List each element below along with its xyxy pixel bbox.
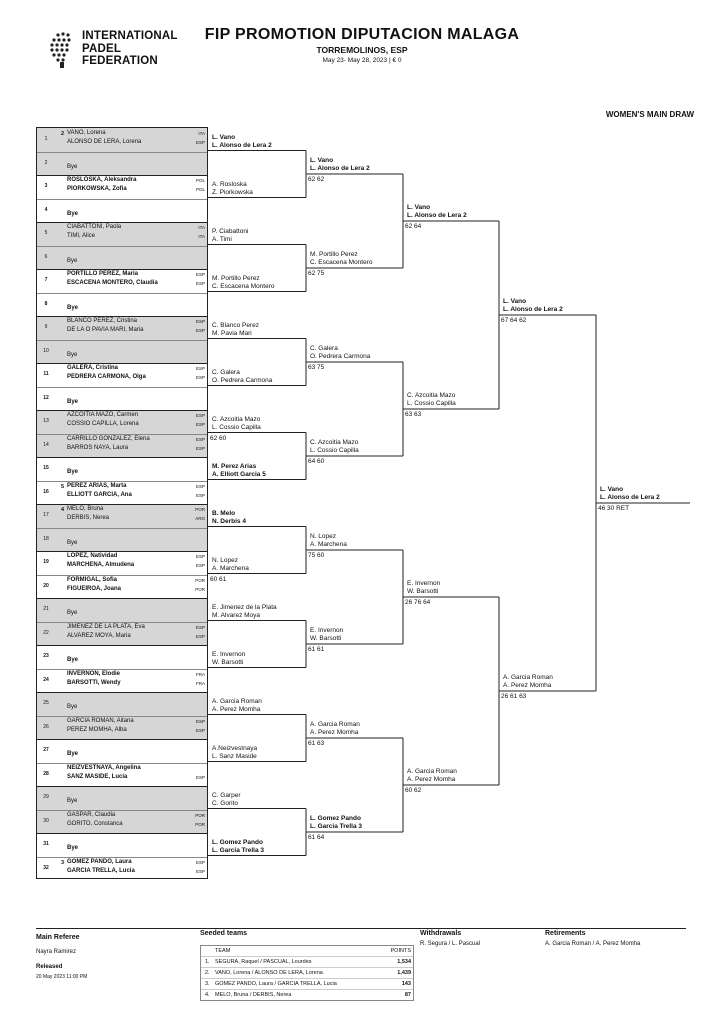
slot-number: 18: [43, 535, 49, 542]
released-date: 20 May 2023 11:00 PM: [36, 974, 88, 980]
match-score: 62 64: [405, 223, 422, 230]
seeded-team-row: [201, 989, 413, 1000]
nationality-code: POL: [195, 178, 205, 183]
match-winner-name: L. Cossio Capilla: [212, 423, 261, 431]
match-winner-name: A. Rosloska: [212, 180, 247, 188]
match-winner-name: A. Perez Momha: [212, 705, 261, 713]
player-name: MARCHENA, Almudena: [67, 562, 135, 568]
match-winner-name: O. Pedrera Carmona: [310, 353, 371, 360]
match-score: 46 30 RET: [598, 505, 630, 512]
match-winner-name: A. Timi: [212, 235, 232, 243]
nationality-code: ESP: [195, 483, 205, 489]
bye-label: Bye: [67, 798, 78, 804]
match-winner-name: A. Garcia Roman: [503, 674, 553, 681]
seeded-team-points: 1,534: [397, 959, 411, 965]
nationality-code: ESP: [195, 563, 205, 568]
seed-rank: 2.: [205, 970, 210, 976]
match-score: 26 76 64: [405, 599, 431, 606]
seeded-team-points: 1,439: [397, 970, 411, 976]
slot-number: 5: [44, 230, 48, 236]
withdrawals-title: Withdrawals: [420, 930, 462, 937]
slot-number: 11: [43, 371, 49, 377]
nationality-code: ESP: [195, 492, 205, 498]
slot-number: 7: [44, 277, 48, 283]
match-winner-name: A. Perez Momha: [503, 682, 552, 689]
match-score: 67 64 62: [501, 317, 527, 324]
match-score: 61 63: [308, 740, 325, 747]
bye-label: Bye: [67, 539, 78, 546]
match-score: 60 62: [405, 787, 422, 794]
tournament-dates: May 23- May 28, 2023 | € 0: [322, 57, 402, 64]
match-winner-name: A. Garcia Roman: [212, 697, 262, 705]
player-name: VANO, Lorena: [67, 130, 106, 136]
seeded-header-row: [201, 946, 413, 956]
match-winner-name: A. Garcia Roman: [407, 768, 457, 775]
player-name: AZCOITIA MAZO, Carmen: [67, 412, 139, 418]
match-winner-name: L. Vano: [310, 157, 334, 164]
bye-label: Bye: [67, 845, 79, 851]
player-name: GORITO, Constanca: [67, 820, 123, 827]
match-winner-name: L. Alonso de Lera 2: [310, 165, 370, 172]
bye-label: Bye: [67, 657, 79, 663]
slot-number: 2: [44, 159, 48, 166]
nationality-code: ESP: [195, 272, 205, 277]
bye-label: Bye: [67, 398, 79, 405]
match-score: 62 75: [308, 270, 325, 277]
seed-rank: 3.: [205, 981, 210, 987]
bye-label: Bye: [67, 704, 78, 710]
player-name: CARRILLO GONZALEZ, Elena: [67, 435, 150, 442]
player-name: DE LA O PAVIA MARI, Maria: [67, 327, 144, 333]
player-name: PORTILLO PEREZ, Maria: [67, 271, 139, 277]
match-winner-name: P. Ciabattoni: [212, 227, 249, 235]
player-name: BLANCO PEREZ, Cristina: [67, 318, 138, 324]
slot-number: 25: [43, 700, 49, 706]
match-winner-name: Z. Piorkowska: [212, 188, 253, 196]
bye-label: Bye: [67, 257, 78, 264]
match-winner-name: L. Gomez Pando: [212, 838, 263, 846]
match-winner-name: L. Vano: [212, 133, 236, 141]
match-winner-name: L. Alonso de Lera 2: [503, 306, 563, 313]
player-name: PEREZ ARIAS, Marta: [67, 482, 127, 489]
match-winner-name: L. Garcia Trella 3: [212, 846, 265, 854]
player-name: NEIZVESTNAYA, Angelina: [67, 764, 141, 771]
seed-number: 2: [61, 131, 65, 137]
bye-label: Bye: [67, 304, 79, 311]
slot-number: 32: [43, 864, 49, 871]
nationality-code: FRA: [196, 680, 205, 686]
player-name: ALVAREZ MOYA, Maria: [67, 632, 131, 639]
player-name: GALERA, Cristina: [67, 365, 119, 371]
seed-rank: 4.: [205, 992, 210, 998]
match-winner-name: C. Escacena Montero: [310, 259, 373, 266]
match-winner-name: L. Alonso de Lera 2: [212, 141, 272, 149]
slot-number: 31: [43, 841, 49, 847]
match-score: 62 62: [308, 176, 325, 183]
bye-label: Bye: [67, 469, 79, 475]
match-winner-name: L. Alonso de Lera 2: [407, 212, 467, 219]
seeded-team-row: [201, 978, 413, 989]
match-score: 64 60: [308, 458, 325, 465]
match-score: 75 60: [308, 552, 325, 559]
player-name: BARSOTTI, Wendy: [67, 679, 121, 686]
seed-number: 5: [61, 483, 65, 490]
match-winner-name: A. Marchena: [310, 541, 347, 548]
nationality-code: ESP: [195, 774, 205, 780]
player-name: ALONSO DE LERA, Lorena: [67, 139, 142, 145]
seeded-team-row: [201, 967, 413, 978]
match-winner-name: C. Azcoitia Mazo: [310, 439, 359, 446]
match-winner-name: C. Blanco Perez: [212, 321, 259, 329]
match-winner-name: L. Cossio Capilla: [407, 400, 456, 407]
match-winner-name: A.Neizvestnaya: [212, 744, 258, 752]
match-winner-name: A. Perez Momha: [310, 729, 359, 736]
match-winner-name: E. Invernon: [407, 580, 441, 587]
nationality-code: ESP: [195, 413, 205, 418]
player-name: GOMEZ PANDO, Laura: [67, 858, 132, 865]
player-name: LOPEZ, Natividad: [67, 553, 118, 559]
match-winner-name: L. Garcia Trella 3: [310, 823, 363, 830]
nationality-code: ESP: [195, 366, 205, 371]
withdrawals-list: R. Segura / L. Pascual: [420, 941, 481, 947]
slot-number: 29: [43, 794, 49, 800]
nationality-code: FRA: [196, 671, 205, 677]
slot-number: 21: [43, 606, 49, 612]
slot-number: 30: [43, 817, 49, 824]
nationality-code: ESP: [195, 554, 205, 559]
nationality-code: ESP: [195, 727, 205, 733]
match-winner-name: M. Alvarez Moya: [212, 611, 261, 619]
page-title: FIP PROMOTION DIPUTACION MALAGA: [204, 26, 520, 43]
player-name: BARROS NAYA, Laura: [67, 444, 129, 451]
player-name: FIGUEIROA, Joana: [67, 585, 122, 592]
seeded-team-points: 143: [401, 981, 411, 987]
match-winner-name: L. Vano: [600, 486, 624, 493]
nationality-code: ESP: [195, 375, 205, 380]
match-winner-name: L. Gomez Pando: [310, 815, 361, 822]
match-winner-name: N. Lopez: [212, 556, 239, 564]
seeded-team-name: SEGURA, Raquel / PASCUAL, Lourdes: [215, 959, 312, 965]
bye-label: Bye: [67, 351, 78, 358]
player-name: TIMI, Alice: [67, 233, 96, 239]
match-winner-name: M. Perez Arias: [212, 462, 257, 470]
match-winner-name: B. Melo: [212, 509, 236, 517]
seeded-team-points: 87: [404, 992, 411, 998]
slot-number: 28: [43, 770, 49, 777]
player-name: INVERNON, Elodie: [67, 670, 121, 677]
nationality-code: ESP: [195, 281, 205, 286]
seed-number: 3: [61, 859, 65, 866]
seeded-teams-table: [200, 945, 414, 1001]
match-winner-name: C. Galera: [212, 368, 240, 376]
match-score: 63 75: [308, 364, 325, 371]
nationality-code: ESP: [195, 436, 205, 442]
slot-number: 17: [43, 512, 49, 518]
seed-rank: 1.: [205, 959, 210, 965]
retirements-title: Retirements: [545, 930, 586, 937]
player-name: PIORKOWSKA, Zofia: [67, 186, 127, 192]
slot-number: 9: [44, 324, 48, 330]
slot-number: 20: [43, 582, 49, 589]
seeded-title: Seeded teams: [200, 930, 248, 937]
slot-number: 23: [43, 653, 49, 659]
slot-number: 19: [43, 559, 49, 565]
team-header: TEAM: [215, 948, 231, 954]
match-score: 26 61 63: [501, 693, 527, 700]
match-winner-name: C. Azcoitia Mazo: [212, 415, 261, 423]
nationality-code: ESP: [195, 140, 205, 145]
nationality-code: POR: [195, 812, 205, 818]
player-name: CIABATTONI, Paola: [67, 224, 122, 230]
match-winner-name: C. Gorito: [212, 799, 239, 807]
slot-number: 14: [43, 441, 49, 448]
match-winner-name: N. Derbis 4: [212, 517, 246, 525]
match-score: 60 61: [210, 575, 227, 583]
nationality-code: POR: [195, 586, 205, 592]
match-winner-name: E. Invernon: [310, 627, 344, 634]
nationality-code: ESP: [195, 718, 205, 724]
nationality-code: ESP: [195, 319, 205, 324]
slot-number: 26: [43, 723, 49, 730]
nationality-code: ARG: [195, 516, 205, 521]
points-header: POINTS: [390, 948, 411, 954]
match-winner-name: L. Sanz Maside: [212, 752, 257, 760]
match-winner-name: A. Elliott Garcia 5: [212, 470, 266, 478]
match-winner-name: A. Marchena: [212, 564, 249, 572]
nationality-code: ESP: [195, 445, 205, 451]
match-winner-name: E. Invernon: [212, 650, 246, 658]
bye-label: Bye: [67, 210, 79, 217]
referee-name: Nayra Ramirez: [36, 949, 77, 955]
referee-title: Main Referee: [36, 934, 80, 941]
nationality-code: POR: [195, 507, 205, 512]
player-name: FORMIGAL, Sofia: [67, 576, 117, 583]
nationality-code: ITA: [198, 225, 205, 230]
match-winner-name: A. Garcia Roman: [310, 721, 360, 728]
bye-label: Bye: [67, 610, 78, 616]
nationality-code: ESP: [195, 328, 205, 333]
seeded-team-name: VANO, Lorena / ALONSO DE LERA, Lorena: [215, 970, 323, 976]
bye-label: Bye: [67, 751, 79, 757]
slot-number: 8: [44, 300, 48, 307]
player-name: GASPAR, Claudia: [67, 811, 116, 818]
nationality-code: POR: [195, 821, 205, 827]
match-winner-name: M. Portillo Perez: [212, 274, 260, 282]
slot-number: 1: [44, 136, 48, 142]
slot-number: 15: [43, 465, 49, 471]
match-winner-name: C. Azcoitia Mazo: [407, 392, 456, 399]
slot-number: 3: [44, 183, 48, 189]
nationality-code: ITA: [198, 131, 205, 136]
match-winner-name: A. Perez Momha: [407, 776, 456, 783]
player-name: GARCIA TRELLA, Lucia: [67, 867, 135, 874]
slot-number: 16: [43, 488, 49, 495]
player-name: DERBIS, Nerea: [67, 515, 110, 521]
match-winner-name: L. Vano: [407, 204, 431, 211]
slot-number: 12: [43, 394, 49, 401]
tournament-location: TORREMOLINOS, ESP: [316, 45, 408, 55]
slot-number: 10: [43, 347, 49, 354]
slot-number: 27: [43, 747, 49, 753]
match-winner-name: C. Garper: [212, 791, 241, 799]
draw-name: WOMEN'S MAIN DRAW: [605, 110, 694, 119]
match-winner-name: N. Lopez: [310, 533, 337, 540]
seeded-team-name: GOMEZ PANDO, Laura / GARCIA TRELLA, Lucia: [215, 981, 337, 987]
player-name: SANZ MASIDE, Lucia: [67, 773, 128, 780]
player-name: MELO, Bruna: [67, 506, 104, 512]
match-winner-name: C. Galera: [310, 345, 338, 352]
slot-number: 22: [43, 629, 49, 636]
footer-divider: [36, 928, 686, 929]
bye-label: Bye: [67, 163, 78, 170]
seeded-team-name: MELO, Bruna / DERBIS, Nerea: [215, 992, 292, 998]
nationality-code: POL: [195, 187, 205, 192]
nationality-code: POR: [195, 577, 205, 583]
seed-number: 4: [61, 507, 65, 513]
match-winner-name: E. Jimenez de la Plata: [212, 603, 277, 611]
player-name: COSSIO CAPILLA, Lorena: [67, 421, 139, 427]
player-name: ESCACENA MONTERO, Claudia: [67, 280, 158, 286]
match-score: 61 64: [308, 834, 325, 841]
match-winner-name: O. Pedrera Carmona: [212, 376, 273, 384]
match-winner-name: L. Vano: [503, 298, 527, 305]
match-winner-name: W. Barsotti: [212, 658, 244, 666]
nationality-code: ITA: [198, 234, 205, 239]
match-score: 63 63: [405, 411, 422, 418]
released-title: Released: [36, 964, 63, 970]
player-name: ELLIOTT GARCIA, Ana: [67, 491, 132, 498]
player-name: PEDRERA CARMONA, Olga: [67, 374, 146, 380]
slot-number: 13: [43, 418, 49, 424]
nationality-code: ESP: [195, 624, 205, 630]
match-winner-name: M. Portillo Perez: [310, 251, 358, 258]
match-score: 61 61: [308, 646, 325, 653]
retirements-list: A. Garcia Roman / A. Perez Momha: [545, 941, 641, 947]
match-winner-name: W. Barsotti: [310, 635, 342, 642]
match-winner-name: C. Escacena Montero: [212, 282, 275, 290]
nationality-code: ESP: [195, 633, 205, 639]
match-score: 62 60: [210, 434, 227, 442]
match-winner-name: L. Cossio Capilla: [310, 447, 359, 454]
player-name: PEREZ MOMHA, Alba: [67, 726, 127, 733]
seeded-team-row: [201, 956, 413, 967]
player-name: ROSLOSKA, Aleksandra: [67, 177, 137, 183]
nationality-code: ESP: [195, 868, 205, 874]
slot-number: 4: [44, 206, 48, 213]
match-winner-name: L. Alonso de Lera 2: [600, 494, 660, 501]
logo-text: INTERNATIONAL PADEL FEDERATION: [82, 30, 178, 67]
player-name: JIMENEZ DE LA PLATA, Eva: [67, 623, 145, 630]
match-winner-name: M. Pavia Mari: [212, 329, 252, 337]
nationality-code: ESP: [195, 859, 205, 865]
slot-number: 24: [43, 676, 49, 683]
slot-number: 6: [44, 253, 48, 260]
player-name: GARCIA ROMAN, Aitana: [67, 717, 134, 724]
nationality-code: ESP: [195, 422, 205, 427]
match-winner-name: W. Barsotti: [407, 588, 439, 595]
